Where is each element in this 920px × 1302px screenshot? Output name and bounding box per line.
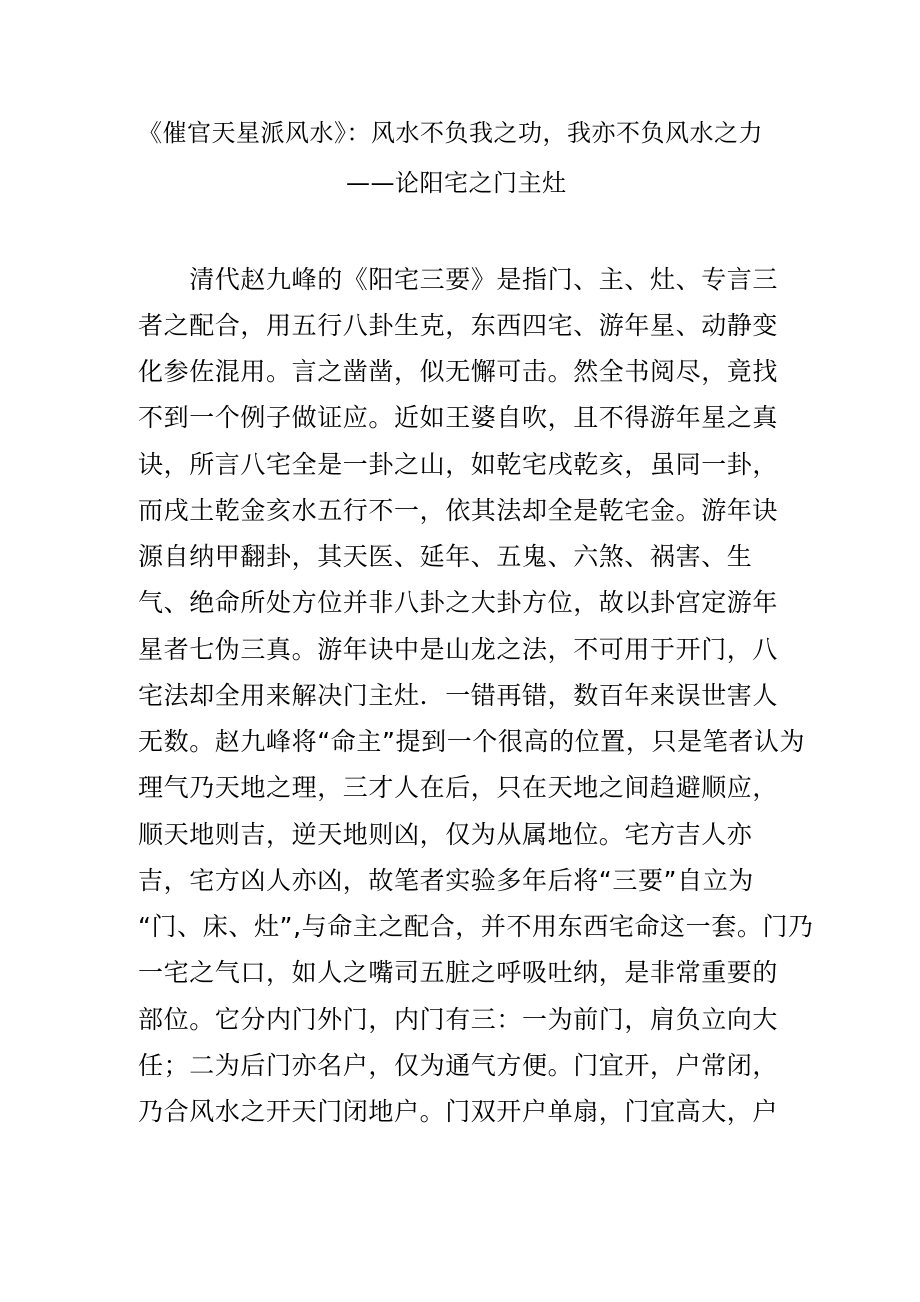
paragraph-line: 任；二为后门亦名户，仅为通气方便。门宜开，户常闭， [138, 1051, 779, 1080]
paragraph-line: 宅法却全用来解决门主灶．一错再错，数百年来误世害人 [138, 681, 779, 710]
paragraph-line: 不到一个例子做证应。近如王婆自吹，且不得游年星之真 [138, 403, 779, 432]
paragraph-line: 者之配合，用五行八卦生克，东西四宅、游年星、动静变 [138, 311, 779, 340]
paragraph-line: 顺天地则吉，逆天地则凶，仅为从属地位。宅方吉人亦 [138, 820, 753, 849]
paragraph-line: 而戌土乾金亥水五行不一，依其法却全是乾宅金。游年诀 [138, 496, 779, 525]
paragraph-line: 化参佐混用。言之凿凿，似无懈可击。然全书阅尽，竟找 [138, 357, 779, 386]
paragraph-line: 吉，宅方凶人亦凶，故笔者实验多年后将“三要”自立为 [138, 866, 754, 895]
paragraph-line: “门、床、灶”,与命主之配合，并不用东西宅命这一套。门乃 [138, 912, 814, 941]
paragraph-line: 理气乃天地之理，三才人在后，只在天地之间趋避顺应， [138, 773, 779, 802]
paragraph-line: 部位。它分内门外门，内门有三：一为前门，肩负立向大 [138, 1005, 779, 1034]
paragraph-line: 无数。赵九峰将“命主”提到一个很高的位置，只是笔者认为 [138, 727, 806, 756]
paragraph-line: 一宅之气口，如人之嘴司五脏之呼吸吐纳，是非常重要的 [138, 958, 779, 987]
document-subtitle: ——论阳宅之门主灶 [346, 169, 567, 197]
paragraph-line: 诀，所言八宅全是一卦之山，如乾宅戌乾亥，虽同一卦， [138, 450, 779, 479]
paragraph-line: 源自纳甲翻卦，其天医、延年、五鬼、六煞、祸害、生 [138, 542, 753, 571]
document-title: 《催官天星派风水》：风水不负我之功，我亦不负风水之力 [138, 119, 763, 147]
paragraph-line: 气、绝命所处方位并非八卦之大卦方位，故以卦宫定游年 [138, 588, 779, 617]
paragraph-line: 乃合风水之开天门闭地户。门双开户单扇，门宜高大，户 [138, 1097, 779, 1126]
paragraph-line: 星者七伪三真。游年诀中是山龙之法，不可用于开门，八 [138, 635, 779, 664]
paragraph-line: 清代赵九峰的《阳宅三要》是指门、主、灶、专言三 [138, 265, 779, 294]
